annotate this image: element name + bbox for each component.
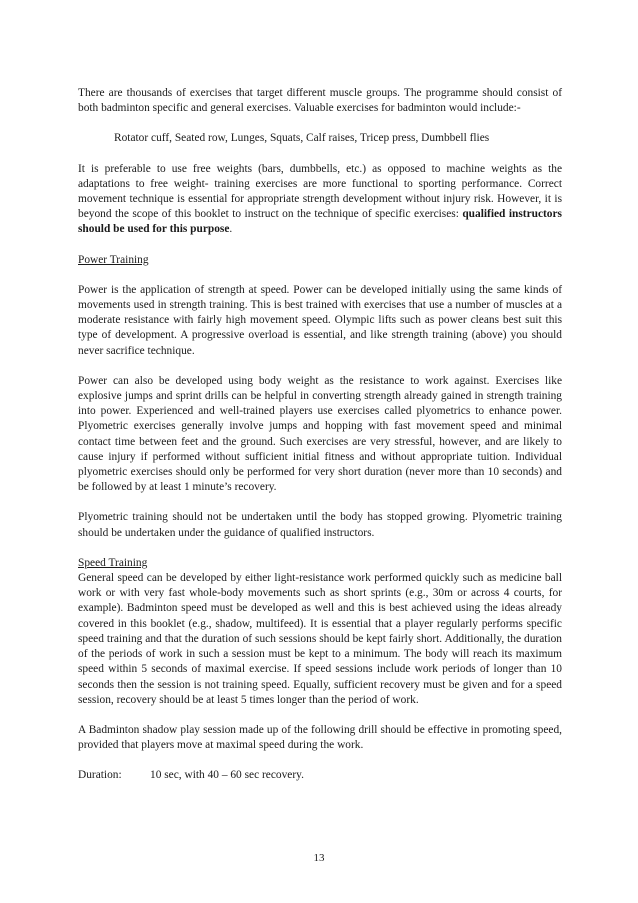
document-page	[78, 86, 562, 784]
free-weights-text: It is preferable to use free weights (bars, dumbbells, etc.) as opposed to machine weights as the adaptations to free weight- training exercises are more functional to sporting performance. Correct movement technique is essential for appropriate strength development without injury risk. However, it is beyond the scope of this booklet to instruct on the technique of specific exercises:	[78, 162, 562, 221]
shadow-play-paragraph: A Badminton shadow play session made up of the following drill should be effective in promoting speed, provided that players move at maximal speed during the work.	[78, 723, 562, 752]
plyometric-note: Plyometric training should not be undertaken until the body has stopped growing. Plyometric training should be undertaken under the guidance of qualified instructors.	[78, 511, 562, 539]
free-weights-bold-text: qualified instructors should be used for this purpose	[78, 208, 562, 236]
duration-value: 10 sec, with 40 – 60 sec recovery.	[150, 769, 304, 782]
page-number: 13	[313, 852, 325, 864]
speed-paragraph: General speed can be developed by either light-resistance work performed quickly such as medicine ball work or with very fast whole-body movements such as short sprints (e.g., 30m or across 4 courts, for example). Badminton speed must be developed as well and this is best achieved using the ideas already covered in this booklet (e.g., shadow, multifeed). It is essential that a player regularly performs specific speed training and that the duration of such sessions should be kept fairly short. Additionally, the duration of the periods of work in such a session must be kept to a minimum. The body will reach its maximum speed within 5 seconds of maximal exercise. If speed sessions include work periods of longer than 10 seconds then the session is not training speed. Equally, sufficient recovery must be given and for a speed session, recovery should be at least 5 times longer than the period of work.	[78, 572, 562, 706]
power-paragraph-2: Power can also be developed using body weight as the resistance to work against. Exercises like explosive jumps and sprint drills can be helpful in converting strength already gained in strength training into power. Experienced and well-trained players use exercises called plyometrics to enhance power. Plyometric exercises generally involve jumps and hopping with fast movement speed and minimal contact time between feet and the ground. Such exercises are very stressful, however, and are likely to cause injury if performed without sufficient initial fitness and without appropriate tuition. Individual plyometric exercises should only be performed for very short duration (never more than 10 seconds) and be followed by at least 1 minute’s recovery.	[78, 374, 562, 494]
power-training-heading: Power Training	[78, 253, 149, 266]
duration-line	[78, 768, 562, 783]
duration-label: Duration:	[78, 769, 122, 782]
intro-paragraph: There are thousands of exercises that target different muscle groups. The programme should consist of both badminton specific and general exercises. Valuable exercises for badminton would include:-	[78, 87, 562, 115]
speed-training-heading: Speed Training	[78, 556, 148, 569]
power-paragraph-1: Power is the application of strength at speed. Power can be developed initially using the same kinds of movements used in strength training. This is best trained with exercises that use a number of muscles at a moderate resistance with fairly high movement speed. Olympic lifts such as power cleans best suit this type of development. A progressive overload is essential, and like strength training (above) you should never sacrifice technique.	[78, 283, 562, 357]
free-weights-paragraph	[78, 162, 562, 238]
free-weights-end: .	[229, 223, 233, 236]
exercise-list: Rotator cuff, Seated row, Lunges, Squats, Calf raises, Tricep press, Dumbbell flies	[114, 132, 490, 145]
